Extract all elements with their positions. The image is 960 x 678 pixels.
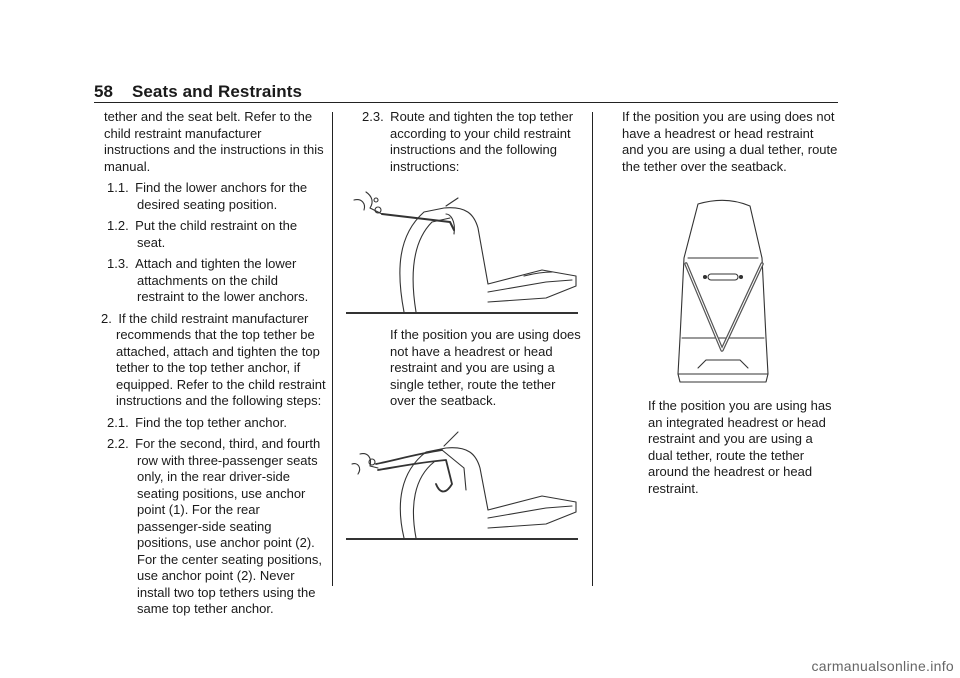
header-rule	[94, 102, 838, 103]
step-1-2: 1.2. Put the child restraint on the seat.	[107, 218, 298, 250]
column-divider-1	[332, 112, 333, 586]
step-2-1: 2.1. Find the top tether anchor.	[107, 414, 287, 430]
step-2-2: 2.2. For the second, third, and fourth row with three-passenger seats only, in the rear driver-side seating positions, use anchor point (1). For the rear passenger-side seating positions, use anchor point (2). For the center seating positions, use anchor point (2). Never install two top tethers using the same top tether anchor.	[107, 436, 322, 616]
dual-tether-rear-seat-illustration	[658, 198, 788, 384]
step-1-1: 1.1. Find the lower anchors for the desired seating position.	[107, 180, 308, 212]
watermark: carmanualsonline.info	[811, 658, 954, 674]
step-1-3: 1.3. Attach and tighten the lower attachments on the child restraint to the lower anchors.	[107, 256, 309, 304]
single-tether-seat-illustration	[346, 180, 578, 314]
page-number: 58	[94, 82, 114, 101]
step-2-3: 2.3. Route and tighten the top tether according to your child restraint instructions and the following instructions:	[362, 109, 574, 174]
column-1	[101, 109, 326, 623]
column-3	[622, 109, 838, 180]
column-2-caption	[390, 327, 584, 415]
dual-tether-no-headrest-text: If the position you are using does not have a headrest or head restraint and you are using a dual tether, route the tether over the seatback.	[622, 109, 838, 174]
section-title: Seats and Restraints	[131, 82, 303, 101]
dual-tether-headrest-seat-illustration	[346, 424, 578, 540]
single-tether-caption: If the position you are using does not have a headrest or head restraint and you are using a single tether, route the tether over the seatback.	[390, 327, 581, 408]
column-2	[362, 109, 584, 180]
page-header	[94, 82, 302, 102]
dual-tether-headrest-text: If the position you are using has an integrated headrest or head restraint and you are using a dual tether, route the tether around the headrest or head restraint.	[648, 398, 832, 496]
column-3-lower	[648, 398, 840, 502]
column-divider-2	[592, 112, 593, 586]
intro-paragraph: tether and the seat belt. Refer to the child restraint manufacturer instructions and the instructions in this manual.	[104, 109, 324, 174]
step-2: 2. If the child restraint manufacturer recommends that the top tether be attached, attach and tighten the top tether to the top tether anchor, if equipped. Refer to the child restraint instructions and the following steps:	[101, 310, 326, 408]
